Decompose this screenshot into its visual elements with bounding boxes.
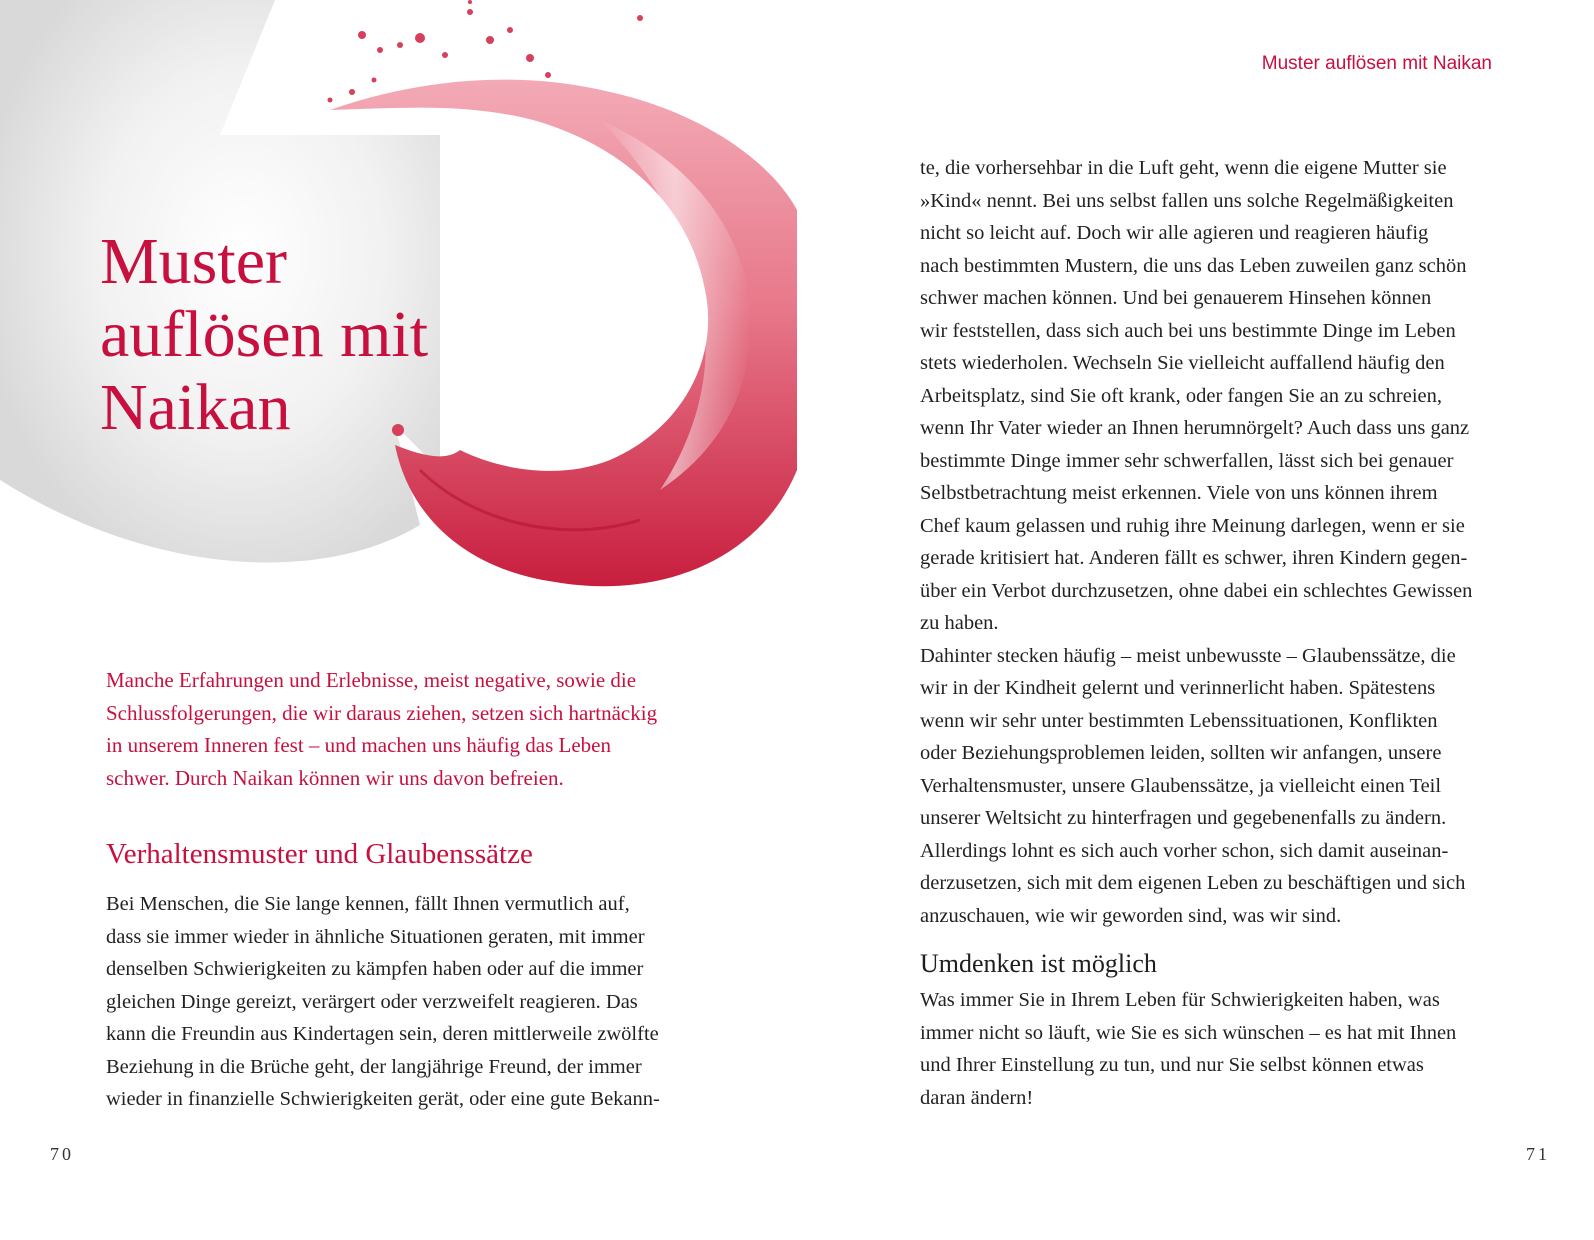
sub-heading: Umdenken ist möglich xyxy=(920,949,1157,978)
page-number-left: 70 xyxy=(50,1144,74,1164)
running-head: Muster auflösen mit Naikan xyxy=(1261,53,1492,74)
page-number-right: 71 xyxy=(1526,1144,1550,1164)
body-paragraph-right-closing: Was immer Sie in Ihrem Leben für Schwierigkeiten haben, was immer nicht so läuft, wie Sie es sich wünschen – es hat mit Ihnen und Ihrer Einstellung zu tun, und nur Sie selbst können etwas daran ändern! xyxy=(920,989,1457,1109)
chapter-title: Muster auflösen mit Naikan xyxy=(100,225,429,444)
chapter-intro: Manche Erfahrungen und Erlebnisse, meist negative, sowie die Schlussfolgerungen, die wir daraus ziehen, setzen sich hartnäckig in unserem Inneren fest – und machen uns häufig das Leben schwer. Durch Naikan können wir uns davon befreien. xyxy=(106,668,658,790)
section-heading: Verhaltensmuster und Glaubenssätze xyxy=(106,838,533,870)
body-paragraph-left: Bei Menschen, die Sie lange kennen, fällt Ihnen vermutlich auf, dass sie immer wieder in ähnliche Situationen geraten, mit immer denselben Schwierigkeiten zu kämpfen haben oder auf die immer gleichen Dinge gereizt, verärgert oder verzweifelt reagieren. Das kann die Freundin aus Kindertagen sein, deren mittlerweile zwölfte Beziehung in die Brüche geht, der langjährige Freund, der immer wieder in finanzielle Schwierigkeiten gerät, oder eine gute Bekann- xyxy=(106,893,660,1110)
body-paragraph-right: te, die vorhersehbar in die Luft geht, wenn die eigene Mutter sie »Kind« nennt. Bei uns selbst fallen uns solche Regelmäßigkeiten nicht so leicht auf. Doch wir alle agieren und reagieren häufig nach bestimmten Mustern, die uns das Leben zuweilen ganz schön schwer machen können. Und bei genauerem Hinsehen können wir feststellen, dass sich auch bei uns bestimmte Dinge im Leben stets wiederholen. Wechseln Sie vielleicht auffallend häufig den Arbeitsplatz, sind Sie oft krank, oder fangen Sie an zu schreien, wenn Ihr Vater wieder an Ihnen herumnörgelt? Auch dass uns ganz bestimmte Dinge immer sehr schwerfallen, lässt sich bei genauer Selbstbetrachtung meist erkennen. Viele von uns können ihrem Chef kaum gelassen und ruhig ihre Meinung darlegen, wenn er sie gerade kritisiert hat. Anderen fällt es schwer, ihren Kindern gegen- über ein Verbot durchzusetzen, ohne dabei ein schlechtes Gewissen zu haben. Dahinter stecken häufig – meist unbewusste – Glaubenssätze, die wir in der Kindheit gelernt und verinnerlicht haben. Spätestens wenn wir sehr unter bestimmten Lebenssituationen, Konflikten oder Beziehungsproblemen leiden, sollten wir anfangen, unsere Verhaltensmuster, unsere Glaubenssätze, ja vielleicht einen Teil unserer Weltsicht zu hinterfragen und gegebenenfalls zu ändern. Allerdings lohnt es sich auch vorher schon, sich damit auseinan- derzusetzen, sich mit dem eigenen Leben zu beschäftigen und sich anzuschauen, wie wir geworden sind, was wir sind. xyxy=(920,157,1473,927)
